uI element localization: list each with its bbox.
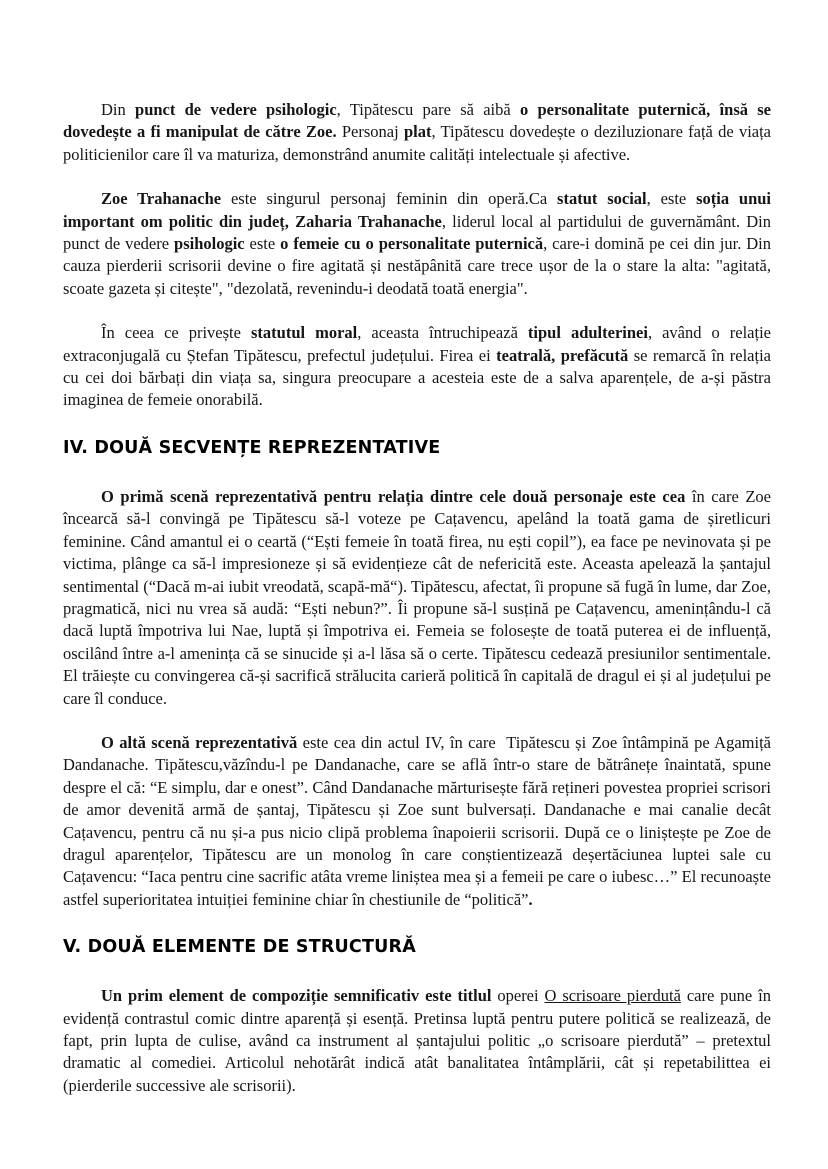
text-run: o personalitate puternică, însă se dovedește a fi manipulat de către Zoe. — [63, 100, 776, 142]
text-run: O primă scenă reprezentativă pentru relația dintre cele două personaje este cea — [101, 486, 686, 506]
text-run: în care Zoe încearcă să-l convingă pe Tipătescu să-l voteze pe Cațavencu, apelând la toată gama de șiretlicuri feminine. Când amantul ei o ceartă (“Ești femeie în toată firea, nu ești copil”), ea face pe nevinovata și pe victima, plânge ca să-l impresioneze și să evidențieze cât de nefericită este. Aceasta apelează la șantajul sentimental (“Dacă m-ai iubit vreodată, scapă-mă“). Tipătescu, afectat, îi propune să fugă în lume, dar Zoe, pragmatică, nici nu vrea să audă: “Ești nebun?”. Îi propune să-l susțină pe Cațavencu, amenințându-l că dacă luptă împotriva lui Nae, luptă și împotriva ei. Femeia se folosește de toată puterea ei de influență, oscilând între a-l amenința că se sinucide și a-l lăsa să o certe. Tipătescu cedează presiunilor sentimentale. El trăiește cu convingerea că-și sacrifică strălucita carieră politică în capitală de dragul ei și al județului pe care îl conduce. — [63, 486, 776, 708]
text-run: operei — [491, 986, 545, 1006]
text-run: este singurul personaj feminin din operă.Ca — [221, 189, 558, 209]
text-run: , care-i domină pe cei din jur. Din cauza pierderii scrisorii devine o fire agitată și nestăpânită care trece ușor de la o stare la alta: "agitată, scoate gazeta și citește", "dezolată, revenindu-i deodată toată energia". — [63, 234, 776, 298]
text-run: , Tipătescu pare să aibă — [336, 100, 520, 119]
text-run: , aceasta întruchipează — [357, 323, 528, 343]
text-run: teatrală, prefăcută — [496, 345, 629, 365]
text-run: se remarcă în relația cu cei doi bărbați din viața sa, singura preocupare a acesteia este de a salva aparențele, de a-și păstra imaginea de femeie onorabilă. — [63, 345, 776, 410]
paragraph-prima-scena — [63, 486, 776, 710]
text-run: statutul moral — [250, 323, 358, 343]
text-run: o femeie cu o personalitate puternică — [280, 234, 544, 254]
text-run: . — [528, 889, 533, 909]
text-run: Personaj — [336, 122, 404, 142]
text-run: plat — [403, 122, 432, 142]
text-run: Din — [101, 100, 136, 119]
heading-elemente-structura: V. DOUĂ ELEMENTE DE STRUCTURĂ — [63, 937, 416, 958]
paragraph-zoe-trahanache — [63, 188, 776, 300]
text-run: , este — [646, 189, 697, 209]
paragraph-tipatescu-psihologic — [63, 99, 776, 166]
text-run: Un prim element de compoziție semnificativ este titlul — [101, 986, 492, 1006]
text-run: care pune în evidență contrastul comic dintre aparență și esență. Pretinsa luptă pentru putere politică se realizează, de fapt, prin lupta de culise, având ca instrument al șantajului politic „o scrisoare pierdută” – pretextul dramatic al comediei. Articolul nehotărât indică atât banalitatea întâmplării, cât și repetabilittea ei (pierderile successive ale scrisorii). — [63, 986, 776, 1095]
text-run: , liderul local al partidului de guvernământ. Din punct de vedere — [63, 211, 776, 254]
paragraph-alta-scena — [63, 732, 776, 911]
text-run: psihologic — [174, 234, 245, 254]
heading-secvente-reprezentative: IV. DOUĂ SECVENȚE REPREZENTATIVE — [63, 437, 441, 458]
text-run: , Tipătescu dovedește o deziluzionare față de viața politicienilor care îl va maturiza, demonstrând anumite calități intelectuale și afective. — [63, 122, 776, 164]
paragraph-statut-moral — [63, 322, 776, 412]
text-run: soția unui important om politic din județ, Zaharia Trahanache — [63, 189, 776, 231]
text-run: Zoe Trahanache — [101, 189, 222, 209]
text-run: O altă scenă reprezentativă — [101, 732, 298, 752]
text-run: punct de vedere psihologic — [135, 100, 337, 119]
text-run: O scrisoare pierdută — [544, 986, 681, 1006]
text-run: tipul adulterinei — [527, 323, 648, 343]
text-run: În ceea ce privește — [101, 323, 251, 343]
text-run: statut social — [557, 189, 647, 209]
text-run: , având o relație extraconjugală cu Ștefan Tipătescu, prefectul județului. Firea ei — [63, 323, 776, 365]
paragraph-titlul-operei — [63, 985, 776, 1097]
text-run: este cea din actul IV, în care Tipătescu și Zoe întâmpină pe Agamiță Dandanache. Tipătescu,văzîndu-l pe Dandanache, care se află într-o stare de bătrânețe înaintată, spune despre el că: “E simplu, dar e onest”. Când Dandanache mărturisește fără rețineri povestea propriei scrisori de amor devenită armă de șantaj, Tipătescu și Zoe sunt bulversați. Dandanache e mai canalie decât Cațavencu, pentru că nu și-a pus nicio clipă problema înapoierii scrisorii. După ce o liniștește pe Zoe de dragul aparențelor, Tipătescu are un monolog în care conștientizează deșertăciunea luptei sale cu Cațavencu: “Iaca pentru cine sacrific atâta vreme liniștea mea și a femeii pe care o iubesc…” El recunoaște astfel superioritatea intuiției feminine chiar în chestiunile de “politică” — [63, 732, 776, 909]
text-run: este — [244, 234, 281, 254]
